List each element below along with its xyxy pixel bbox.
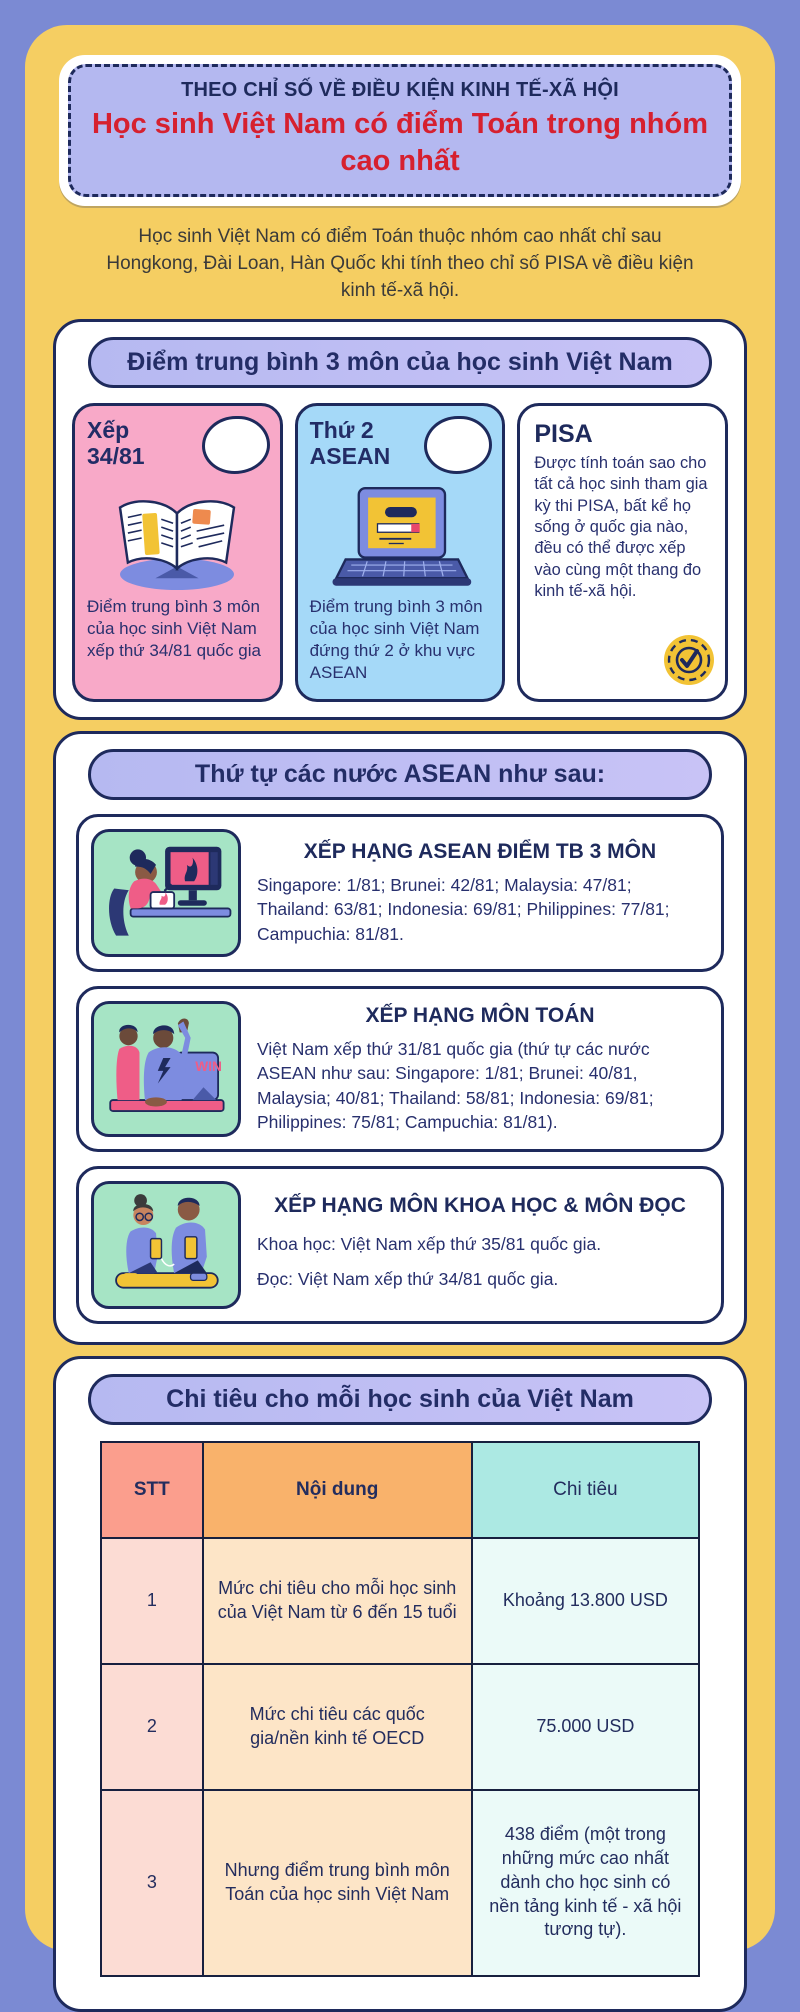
table-header-row xyxy=(101,1442,699,1538)
cell-content: Mức chi tiêu các quốc gia/nền kinh tế OECD xyxy=(203,1664,472,1790)
cell-index: 3 xyxy=(101,1790,203,1976)
card-math-content xyxy=(257,1001,709,1137)
rank-badge-line2: 34/81 xyxy=(87,442,145,469)
students-win-icon xyxy=(97,1005,235,1133)
spending-table xyxy=(100,1441,700,1977)
asean-badge-line1: Thứ 2 xyxy=(309,417,374,444)
speech-blob xyxy=(424,416,492,474)
card-rank-34-head xyxy=(87,418,268,474)
people-with-phones-icon xyxy=(97,1186,235,1304)
card-math-ranking xyxy=(76,986,724,1152)
column-header-noidung: Nội dung xyxy=(203,1442,472,1538)
asean-badge xyxy=(310,418,391,470)
cell-value: Khoảng 13.800 USD xyxy=(472,1538,699,1664)
section1-heading: Điểm trung bình 3 môn của học sinh Việt Nam xyxy=(88,337,712,388)
reading-ranking-line: Đọc: Việt Nam xếp thứ 34/81 quốc gia. xyxy=(257,1268,559,1289)
section2-heading: Thứ tự các nước ASEAN như sau: xyxy=(88,749,712,800)
card-math-title: XẾP HẠNG MÔN TOÁN xyxy=(365,1003,595,1027)
pisa-definition-text: Được tính toán sao cho tất cả học sinh tham gia kỳ thi PISA, bất kể họ sống ở quốc gia nào, đều có thể được xếp vào cùng một thang đo kinh tế-xã hội. xyxy=(534,454,708,601)
card-asean-2nd-text: Điểm trung bình 3 môn của học sinh Việt Nam đứng thứ 2 ở khu vực ASEAN xyxy=(309,597,483,683)
table-row xyxy=(101,1790,699,1976)
section-average-scores xyxy=(53,319,747,719)
card-asean-avg-ranking xyxy=(76,814,724,972)
table-row xyxy=(101,1538,699,1664)
card-asean-avg-content xyxy=(257,829,709,957)
rank-badge-line1: Xếp xyxy=(87,417,130,444)
card-science-reading-title: XẾP HẠNG MÔN KHOA HỌC & MÔN ĐỌC xyxy=(274,1193,686,1217)
header-inner xyxy=(68,64,732,197)
open-book-icon xyxy=(98,480,256,592)
designer-illustration xyxy=(91,829,241,957)
phone-readers-illustration xyxy=(91,1181,241,1309)
cell-value: 75.000 USD xyxy=(472,1664,699,1790)
card-asean-avg-text: Singapore: 1/81; Brunei: 42/81; Malaysia: 47/81; Thailand: 63/81; Indonesia: 69/81; Philippines: 77/81; Campuchia: 81/81. xyxy=(257,874,670,944)
intro-paragraph: Học sinh Việt Nam có điểm Toán thuộc nhóm cao nhất chỉ sau Hongkong, Đài Loan, Hàn Quốc khi tính theo chỉ số PISA về điều kiện kinh tế-xã hội. xyxy=(106,226,694,302)
section3-heading: Chi tiêu cho mỗi học sinh của Việt Nam xyxy=(88,1374,712,1425)
page-title: Học sinh Việt Nam có điểm Toán trong nhóm cao nhất xyxy=(91,108,709,178)
section1-cards xyxy=(72,403,728,701)
card-asean-2nd xyxy=(295,403,506,701)
column-header-chitieu: Chi tiêu xyxy=(472,1442,699,1538)
card-asean-2nd-head xyxy=(310,418,491,474)
winners-illustration xyxy=(91,1001,241,1137)
science-ranking-line: Khoa học: Việt Nam xếp thứ 35/81 quốc gia. xyxy=(257,1233,602,1254)
column-header-stt: STT xyxy=(101,1442,203,1538)
cell-index: 2 xyxy=(101,1664,203,1790)
card-asean-avg-title: XẾP HẠNG ASEAN ĐIỂM TB 3 MÔN xyxy=(303,839,657,863)
woman-at-computer-icon xyxy=(97,834,235,952)
card-science-reading-content xyxy=(257,1181,709,1309)
check-badge-icon xyxy=(663,634,715,691)
card-math-text: Việt Nam xếp thứ 31/81 quốc gia (thứ tự các nước ASEAN như sau: Singapore: 1/81; Brunei: 40/81, Malaysia; 40/81; Thailand: 58/81; Indonesia: 69/81; Philippines: 75/81; Campuchia: 81/81). xyxy=(257,1038,654,1133)
rank-badge xyxy=(87,418,145,470)
laptop-icon xyxy=(325,480,475,592)
cell-content: Mức chi tiêu cho mỗi học sinh của Việt Nam từ 6 đến 15 tuổi xyxy=(203,1538,472,1664)
card-rank-34-text: Điểm trung bình 3 môn của học sinh Việt Nam xếp thứ 34/81 quốc gia xyxy=(87,597,261,661)
section-asean-ranking xyxy=(53,731,747,1345)
asean-badge-line2: ASEAN xyxy=(309,442,391,469)
header-box xyxy=(59,55,741,206)
laptop-illustration xyxy=(310,480,491,592)
card-science-reading-ranking xyxy=(76,1166,724,1324)
card-pisa-definition xyxy=(517,403,728,701)
cell-index: 1 xyxy=(101,1538,203,1664)
speech-blob xyxy=(202,416,270,474)
book-illustration xyxy=(87,480,268,592)
header-kicker: THEO CHỈ SỐ VỀ ĐIỀU KIỆN KINH TẾ-XÃ HỘI xyxy=(181,79,619,101)
cell-value: 438 điểm (một trong những mức cao nhất dành cho học sinh có nền tảng kinh tế - xã hội tương tự). xyxy=(472,1790,699,1976)
win-label: WIN xyxy=(195,1058,222,1074)
card-rank-34 xyxy=(72,403,283,701)
pisa-title: PISA xyxy=(534,420,593,449)
table-row xyxy=(101,1664,699,1790)
section-spending xyxy=(53,1356,747,2012)
yellow-frame xyxy=(25,25,775,1951)
cell-content: Nhưng điểm trung bình môn Toán của học sinh Việt Nam xyxy=(203,1790,472,1976)
